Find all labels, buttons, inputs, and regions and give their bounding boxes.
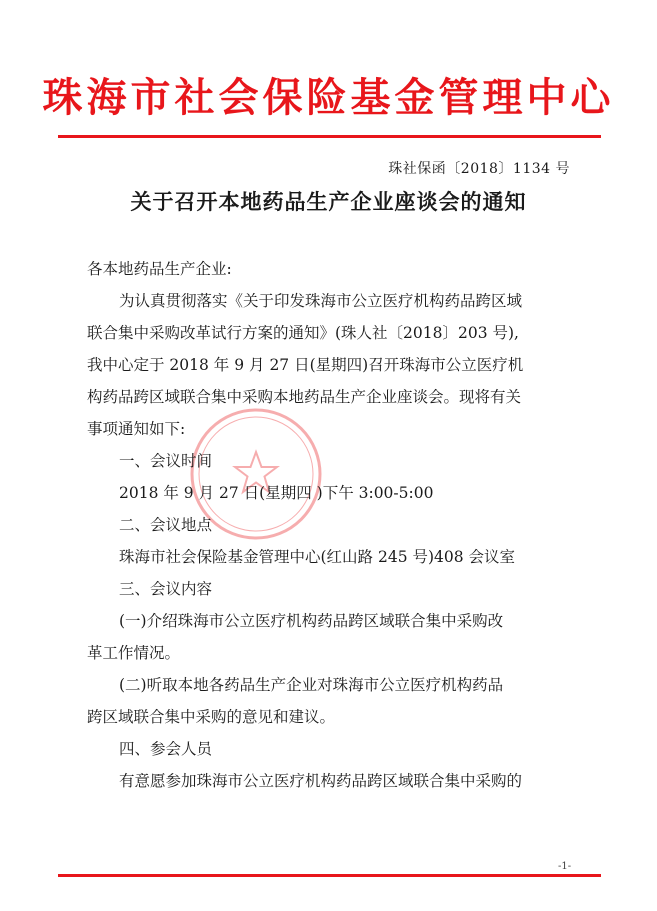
section-heading-time: 一、会议时间: [119, 452, 213, 470]
section-heading-content: 三、会议内容: [119, 580, 213, 598]
content-item-1: (一)介绍珠海市公立医疗机构药品跨区域联合集中采购改: [119, 612, 504, 630]
document-number: 珠社保函〔2018〕1134 号: [388, 161, 570, 177]
page-number: -1-: [558, 861, 572, 872]
body-line: 为认真贯彻落实《关于印发珠海市公立医疗机构药品跨区域: [119, 292, 523, 310]
body-line: 事项通知如下:: [87, 420, 186, 438]
section-heading-attendees: 四、参会人员: [119, 740, 213, 758]
content-item-2: (二)听取本地各药品生产企业对珠海市公立医疗机构药品: [119, 676, 504, 694]
header-red-rule: [58, 135, 601, 138]
section-heading-location: 二、会议地点: [119, 516, 213, 534]
body-line: 联合集中采购改革试行方案的通知》(珠人社〔2018〕203 号),: [87, 324, 519, 342]
meeting-time: 2018 年 9 月 27 日(星期四 )下午 3:00-5:00: [119, 484, 434, 502]
meeting-location: 珠海市社会保险基金管理中心(红山路 245 号)408 会议室: [119, 548, 516, 566]
attendees-text: 有意愿参加珠海市公立医疗机构药品跨区域联合集中采购的: [119, 772, 523, 790]
body-line: 我中心定于 2018 年 9 月 27 日(星期四)召开珠海市公立医疗机: [87, 356, 524, 374]
content-item-1-cont: 革工作情况。: [87, 644, 181, 662]
document-title: 关于召开本地药品生产企业座谈会的通知: [130, 189, 527, 214]
footer-red-rule: [58, 874, 601, 877]
agency-header: 珠海市社会保险基金管理中心: [42, 74, 615, 121]
salutation: 各本地药品生产企业:: [87, 260, 232, 278]
content-item-2-cont: 跨区域联合集中采购的意见和建议。: [87, 708, 336, 726]
body-line: 构药品跨区域联合集中采购本地药品生产企业座谈会。现将有关: [87, 388, 522, 406]
